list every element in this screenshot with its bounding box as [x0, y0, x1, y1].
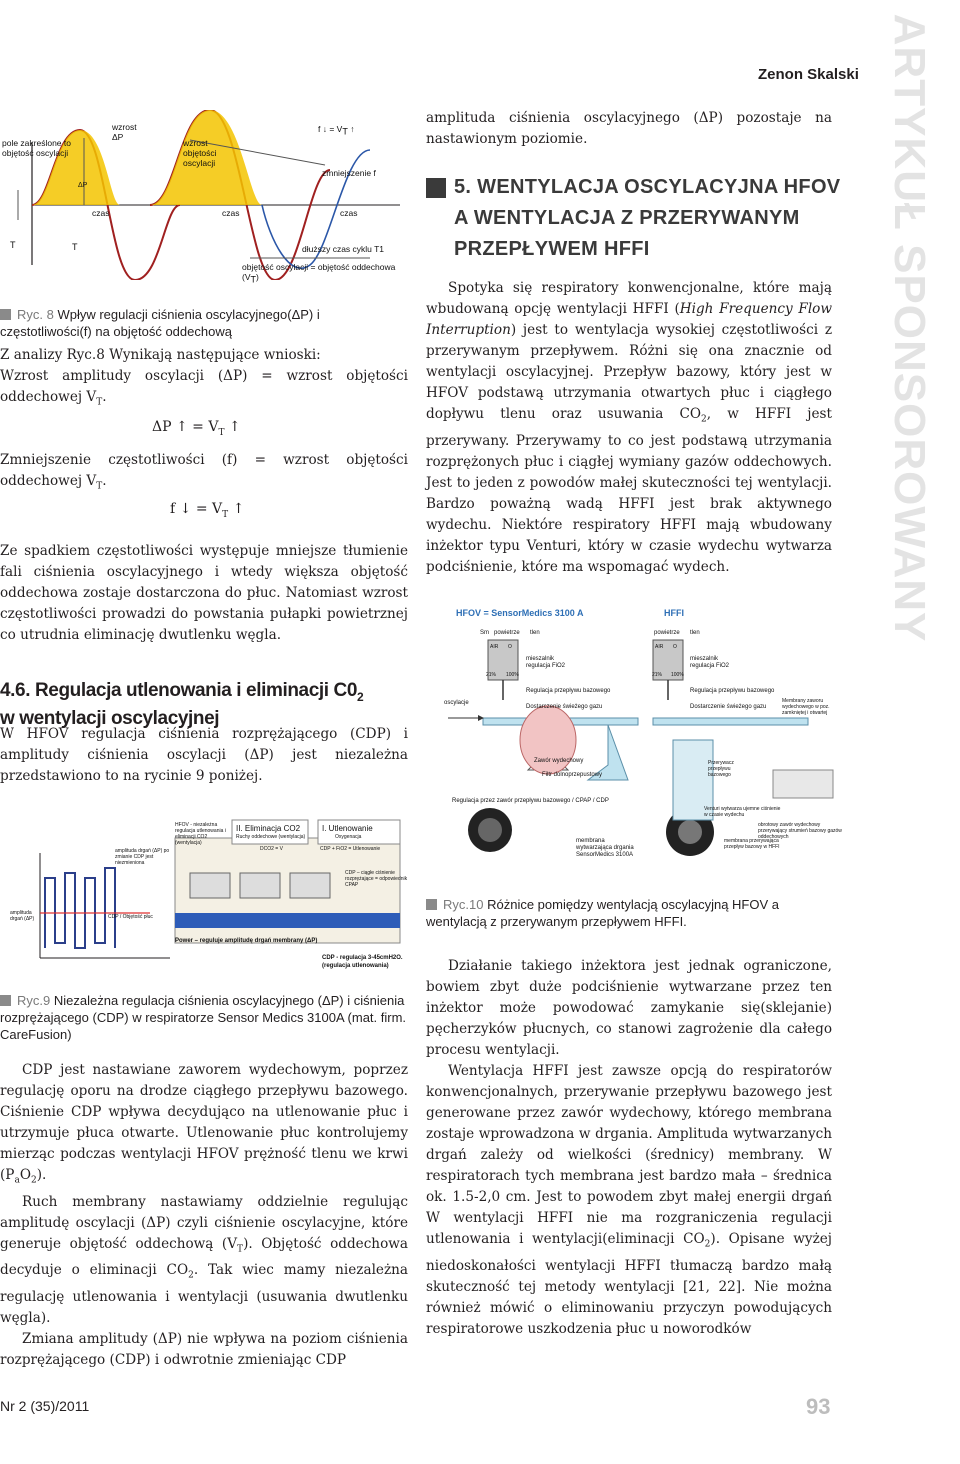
fig10-regulacja-cdp: Regulacja przez zawór przepływu bazowego / CPAP / CDP — [452, 798, 609, 804]
heading-line: 5. WENTYLACJA OSCYLACYJNA HFOV — [454, 176, 841, 198]
paragraph: Zmiana amplitudy (ΔP) nie wpływa na poziom ciśnienia rozprężającego (CDP) i odwrotnie zmieniając CDP — [0, 1331, 408, 1369]
fig10-dostarczenie-2: Dostarczenie świeżego gazu — [690, 704, 767, 710]
heading-line: PRZEPŁYWEM HFFI — [454, 238, 650, 260]
fig8-label-wzrost-obj: wzrost — [183, 138, 208, 148]
fig9-box2-formula: DCO2 = V — [260, 846, 283, 852]
fig9-box1-title: I. Utlenowanie — [322, 824, 373, 833]
issue-number: Nr 2 (35)/2011 — [0, 1398, 90, 1414]
paragraph: Ruch membrany nastawiamy oddzielnie regulując amplitudę oscylacji (ΔP) czyli ciśnienie oscylacyjne, które generuje objętość oddechową $(V_T)$. Objętość oddechowa decyduje o eliminacji $CO_2$. Tak wiec mamy niezależna regulację utlenowania i wentylacji (usuwania dwutlenku węgla). — [0, 1193, 408, 1327]
caption-square-icon — [426, 899, 437, 910]
right-column-lower — [426, 956, 832, 1340]
fig8-label-obj: objętości — [183, 148, 217, 158]
fig10-dostarczenie-1: Dostarczenie świeżego gazu — [526, 704, 603, 710]
fig8-label-vt: objętość oscylacji = objętość oddechowa $(V_T)$ — [242, 262, 396, 285]
fig10-mieszalnik-1: mieszalnik regulacja FiO2 — [526, 656, 566, 669]
figure-10-caption: Ryc.10 Różnice pomiędzy wentylacją oscylacyjną HFOV a wentylacją z przerywanym przepływem HFFI. — [426, 897, 779, 929]
fig9-hfov-note: HFOV - niezależna regulacja utlenowania i eliminacji CO2 (wentylacja) — [175, 822, 226, 846]
right-paragraph-1: amplituda ciśnienia oscylacyjnego (ΔP) pozostaje na nastawionym poziomie. — [426, 110, 832, 147]
figure-9-caption: Ryc.9 Niezależna regulacja ciśnienia oscylacyjnego (ΔP) i ciśnienia rozprężającego (CDP) w respiratorze Sensor Medics 3100A (mat. firm. CareFusion) — [0, 993, 407, 1042]
fig9-box2-title: II. Eliminacja CO2 — [236, 824, 301, 833]
paragraph: Z analizy Ryc.8 Wynikają następujące wnioski: — [0, 347, 321, 363]
fig10-membrany-hffi: Membrany zaworu wydechowego w poz. zamkniętej i otwartej — [782, 698, 830, 716]
fig8-label-t1: T — [10, 240, 16, 250]
fig9-cdp-note: CDP – ciągłe ciśnienie rozprężające = odpowiednik CPAP — [345, 870, 408, 888]
fig9-power: Power – reguluje amplitudę drgań membrany (ΔP) — [175, 938, 318, 944]
fig10-hfov-title: HFOV = SensorMedics 3100 A — [456, 608, 584, 618]
fig10-p100-2: 100% — [671, 672, 684, 678]
fig10-przerywacz: Przerywacz przepływu bazowego — [708, 760, 734, 778]
fig10-air-2: AIR — [655, 644, 664, 650]
fig9-box1-sub: Oxygenacja — [335, 834, 362, 840]
fig8-label-ftop: f ↓ = $V_T$ ↑ — [318, 124, 355, 137]
right-paragraph-2: Spotyka się respiratory konwencjonalne, które mają wbudowaną opcję wentylacji HFFI (High Frequency Flow Interruption) jest to wentylacja wysokiej częstotliwości z przerywanym przepływem. Różni się ona znacznie od wentylacji oscylacyjnej. Przepływ bazowy, który jest w HFOV podstawą utrzymania otwartych płuc i ciągłego dopływu tlenu oraz usuwania $CO_2$, w HFFI jest przerywany. Przerywamy to co jest podstawą utrzymania rozprężonych płuc i ciągłej wymiany gazów oddechowych. Jest to jeden z powodów małej skuteczności tej wentylacji. Bardzo poważną wadą HFFI jest brak aktywnego wydechu. Niektóre respiratory HFFI mają wbudowany inżektor typu Venturi, który w czasie wydechu wytwarza podciśnienie, które ma wspomagać wydech. — [426, 280, 832, 575]
fig9-box1-formula: CDP + FiO2 = Utlenowanie — [320, 846, 381, 852]
fig9-box2-sub: Ruchy oddechowe (wentylacja) — [236, 834, 306, 840]
fig8-label-dp: ΔP — [112, 132, 124, 142]
equation-2: f ↓ = $V_T$ ↑ — [170, 501, 245, 521]
fig8-label-wzrost-dp: wzrost — [112, 122, 137, 132]
fig10-tlen-2: tlen — [690, 630, 700, 636]
fig8-label-osc: oscylacji — [183, 158, 216, 168]
section-heading-4-6: 4.6. Regulacja utlenowania i eliminacji $C0_2$ w wentylacji oscylacyjnej — [0, 680, 364, 729]
fig9-cdp-obj: CDP / Objętość płuc — [108, 914, 153, 920]
fig10-venturi: Venturi wytwarza ujemne ciśnienie w czasie wydechu — [704, 806, 781, 818]
author-name: Zenon Skalski — [758, 66, 859, 83]
caption-square-icon — [0, 309, 11, 320]
fig9-cdp-reg: CDP - regulacja 3-45cmH2O. (regulacja utlenowania) — [322, 955, 403, 969]
fig10-mieszalnik-2: mieszalnik regulacja FiO2 — [690, 656, 730, 669]
caption-square-icon — [0, 995, 11, 1006]
figure-9 — [0, 818, 410, 978]
fig10-zawor: Zawór wydechowy — [534, 758, 584, 764]
fig8-label-dluzszy: dłuższy czas cyklu T1 — [302, 244, 385, 254]
figure-8-caption: Ryc. 8 Wpływ regulacji ciśnienia oscylacyjnego(ΔP) i częstotliwości(f) na objętość oddechową — [0, 307, 320, 339]
fig8-label-dp-small: ΔP — [78, 182, 88, 189]
left-paragraph-5: W HFOV regulacja ciśnienia rozprężającego (CDP) i amplitudy ciśnienia oscylacji (ΔP) jest niezależna przedstawiono to na rycinie 9 poniżej. — [0, 726, 408, 784]
fig10-regulacja-2: Regulacja przepływu bazowego — [690, 688, 775, 694]
fig10-oscylacje: oscylacje — [444, 700, 469, 706]
fig10-o2-1: O — [508, 644, 512, 650]
fig9-amp-label: amplituda drgań (ΔP) — [10, 910, 35, 922]
left-column-lower — [0, 1060, 408, 1371]
fig10-hffi-title: HFFI — [664, 608, 684, 618]
fig10-filtr: Filtr dolnoprzepustowy — [542, 772, 603, 778]
fig10-p21-2: 21% — [652, 672, 663, 678]
fig10-sm: Sm — [480, 630, 489, 636]
fig10-membrana-hffi: membrana przerywająca przepływ bazowy w HFFI — [724, 838, 780, 850]
fig8-label-pole: pole zakreślone to — [2, 138, 71, 148]
left-column-upper — [0, 345, 408, 646]
paragraph: Wzrost amplitudy oscylacji (ΔP) = wzrost objętości oddechowej $V_T$. — [0, 368, 408, 408]
fig8-label-czas3: czas — [340, 208, 358, 218]
fig10-p100-1: 100% — [506, 672, 519, 678]
fig10-powietrze-2: powietrze — [654, 630, 680, 636]
figure-10 — [428, 600, 858, 882]
section-5-heading — [426, 172, 846, 265]
fig10-membrana: membrana wytwarzająca drgania SensorMedics 3100A — [576, 838, 634, 858]
fig8-label-pole2: objętość oscylacji — [2, 148, 69, 158]
fig8-label-t2: T — [72, 242, 78, 252]
fig10-o2-2: O — [673, 644, 677, 650]
fig8-label-czas2: czas — [222, 208, 240, 218]
paragraph: Ze spadkiem częstotliwości występuje mniejsze tłumienie fali ciśnienia oscylacyjnego i wtedy większa objętość oddechowa zostaje dostarczona do płuc. Natomiast wzrost częstotliwości prowadzi do powstania pułapki powietrznej co utrudnia eliminację dwutlenku węgla. — [0, 543, 408, 644]
fig10-tlen-1: tlen — [530, 630, 540, 636]
fig8-label-czas1: czas — [92, 208, 110, 218]
heading-square-icon — [426, 178, 446, 198]
fig10-air-1: AIR — [490, 644, 499, 650]
fig10-obrotowy: obrotowy zawór wydechowy przerywający strumień bazowy gazów oddechowych — [758, 822, 842, 840]
heading-line: A WENTYLACJA Z PRZERYWANYM — [454, 207, 800, 229]
fig10-regulacja-1: Regulacja przepływu bazowego — [526, 688, 611, 694]
fig10-p21-1: 21% — [486, 672, 497, 678]
fig8-label-zmniejszenie: zmniejszenie f — [322, 168, 376, 178]
paragraph: Zmniejszenie częstotliwości (f) = wzrost objętości oddechowej $V_T$. — [0, 451, 408, 492]
paragraph: Wentylacja HFFI jest zawsze opcją do respiratorów konwencjonalnych, przerywanie przepływu bazowego jest generowane przez zawór wydechowy, którego membrana zostaje wprowadzona w drgania. Amplituda wytwarzanych drgań zależy od wielkości (średnicy) membrany. W respiratorach tych membrana jest bardzo mała – średnica ok. 1.5-2,0 cm. Jest to powodem zbyt małej energii drgań W wentylacji HFFI nie ma rozgraniczenia regulacji utlenowania i wentylacji(eliminacji $CO_2$). Opisane wyżej niedoskonałości wentylacji HFFI tłumaczą bardzo małą skuteczność tej metody wentylacji [21, 22]. Nie można również mówić o eliminowaniu przyczyn powodujących respiratorowe uszkodzenia płuc u noworodków — [426, 1063, 833, 1337]
fig10-powietrze-1: powietrze — [494, 630, 520, 636]
paragraph: CDP jest nastawiane zaworem wydechowym, poprzez regulację oporu na drodze ciągłego przepływu bazowego. Ciśnienie CDP wpływa decydująco na utlenowanie płuc i utrzymuje płuca otwarte. Utlenowanie płuc kontrolujemy mierząc podczas wentylacji HFOV prężność tlenu we krwi $(P_aO_2)$. — [0, 1062, 408, 1186]
fig9-amp-note: amplituda drgań (ΔP) po zmianie CDP jest niezmieniona — [115, 848, 170, 866]
paragraph: Działanie takiego inżektora jest jednak ograniczone, bowiem zbyt duże podciśnienie wytwarzane przez ten inżektor może powodować zamykanie się(sklejanie) pęcherzyków płucnych, co stanowi zagrożenie dla całego procesu wentylacji. — [426, 958, 832, 1058]
equation-1: ΔP ↑ = $V_T$ ↑ — [152, 418, 241, 438]
side-label: ARTYKUŁ SPONSOROWANY — [885, 13, 934, 643]
page-number: 93 — [806, 1394, 831, 1419]
figure-8 — [0, 110, 410, 285]
